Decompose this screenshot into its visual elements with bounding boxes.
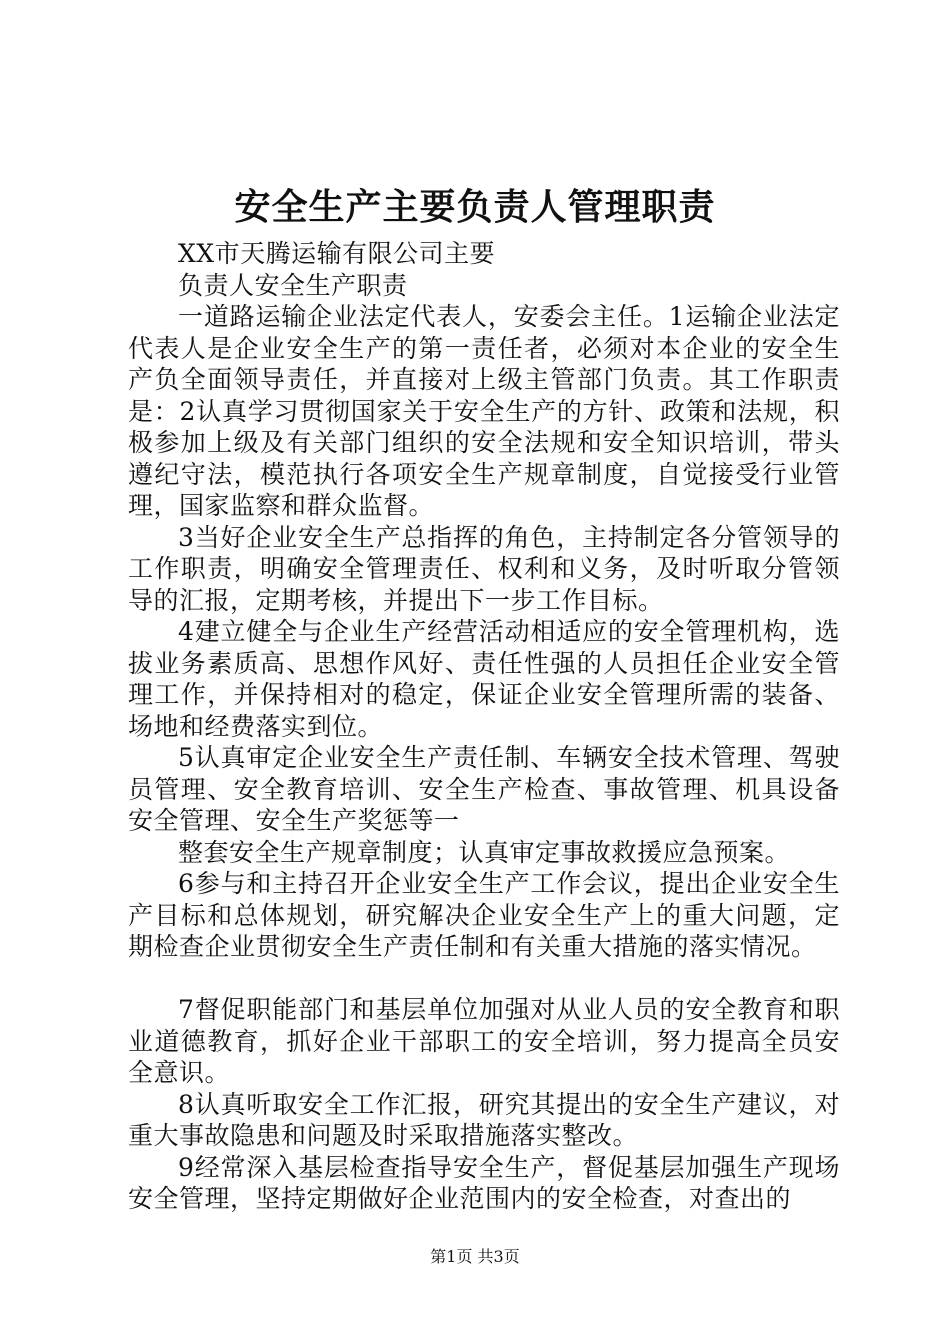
- paragraph-duty-4: 4建立健全与企业生产经营活动相适应的安全管理机构，选拔业务素质高、思想作风好、责任性强的人员担任企业安全管理工作，并保持相对的稳定，保证企业安全管理所需的装备、场地和经费落实到位。: [128, 617, 840, 741]
- paragraph-duty-9: 9经常深入基层检查指导安全生产，督促基层加强生产现场安全管理，坚持定期做好企业范围内的安全检查，对查出的: [128, 1152, 840, 1213]
- paragraph-subtitle-line: 负责人安全生产职责: [178, 270, 408, 300]
- paragraph-duty-5: 5认真审定企业安全生产责任制、车辆安全技术管理、驾驶员管理、安全教育培训、安全生产检查、事故管理、机具设备安全管理、安全生产奖惩等一: [128, 743, 840, 835]
- paragraph-duty-8: 8认真听取安全工作汇报，研究其提出的安全生产建议，对重大事故隐患和问题及时采取措施落实整改。: [128, 1089, 840, 1150]
- document-body: [128, 238, 840, 1215]
- paragraph-duty-1-2: 一道路运输企业法定代表人，安委会主任。1运输企业法定代表人是企业安全生产的第一责任者，必须对本企业的安全生产负全面领导责任，并直接对上级主管部门负责。其工作职责是：2认真学习贯彻国家关于安全生产的方针、政策和法规，积极参加上级及有关部门组织的安全法规和安全知识培训，带头遵纪守法，模范执行各项安全生产规章制度，自觉接受行业管理，国家监察和群众监督。: [128, 302, 840, 520]
- paragraph-duty-6: 6参与和主持召开企业安全生产工作会议，提出企业安全生产目标和总体规划，研究解决企业安全生产上的重大问题，定期检查企业贯彻安全生产责任制和有关重大措施的落实情况。: [128, 869, 840, 961]
- blank-line: [128, 963, 840, 995]
- paragraph-duty-3: 3当好企业安全生产总指挥的角色，主持制定各分管领导的工作职责，明确安全管理责任、权利和义务，及时听取分管领导的汇报，定期考核，并提出下一步工作目标。: [128, 522, 840, 615]
- paragraph-duty-5-continued: 整套安全生产规章制度；认真审定事故救援应急预案。: [178, 837, 791, 867]
- paragraph-company-line: XX市天腾运输有限公司主要: [178, 239, 496, 268]
- paragraph-duty-7: 7督促职能部门和基层单位加强对从业人员的安全教育和职业道德教育，抓好企业干部职工的安全培训，努力提高全员安全意识。: [128, 995, 840, 1087]
- page-number-footer: 第1页 共3页: [430, 1247, 520, 1266]
- document-title: 安全生产主要负责人管理职责: [234, 186, 716, 228]
